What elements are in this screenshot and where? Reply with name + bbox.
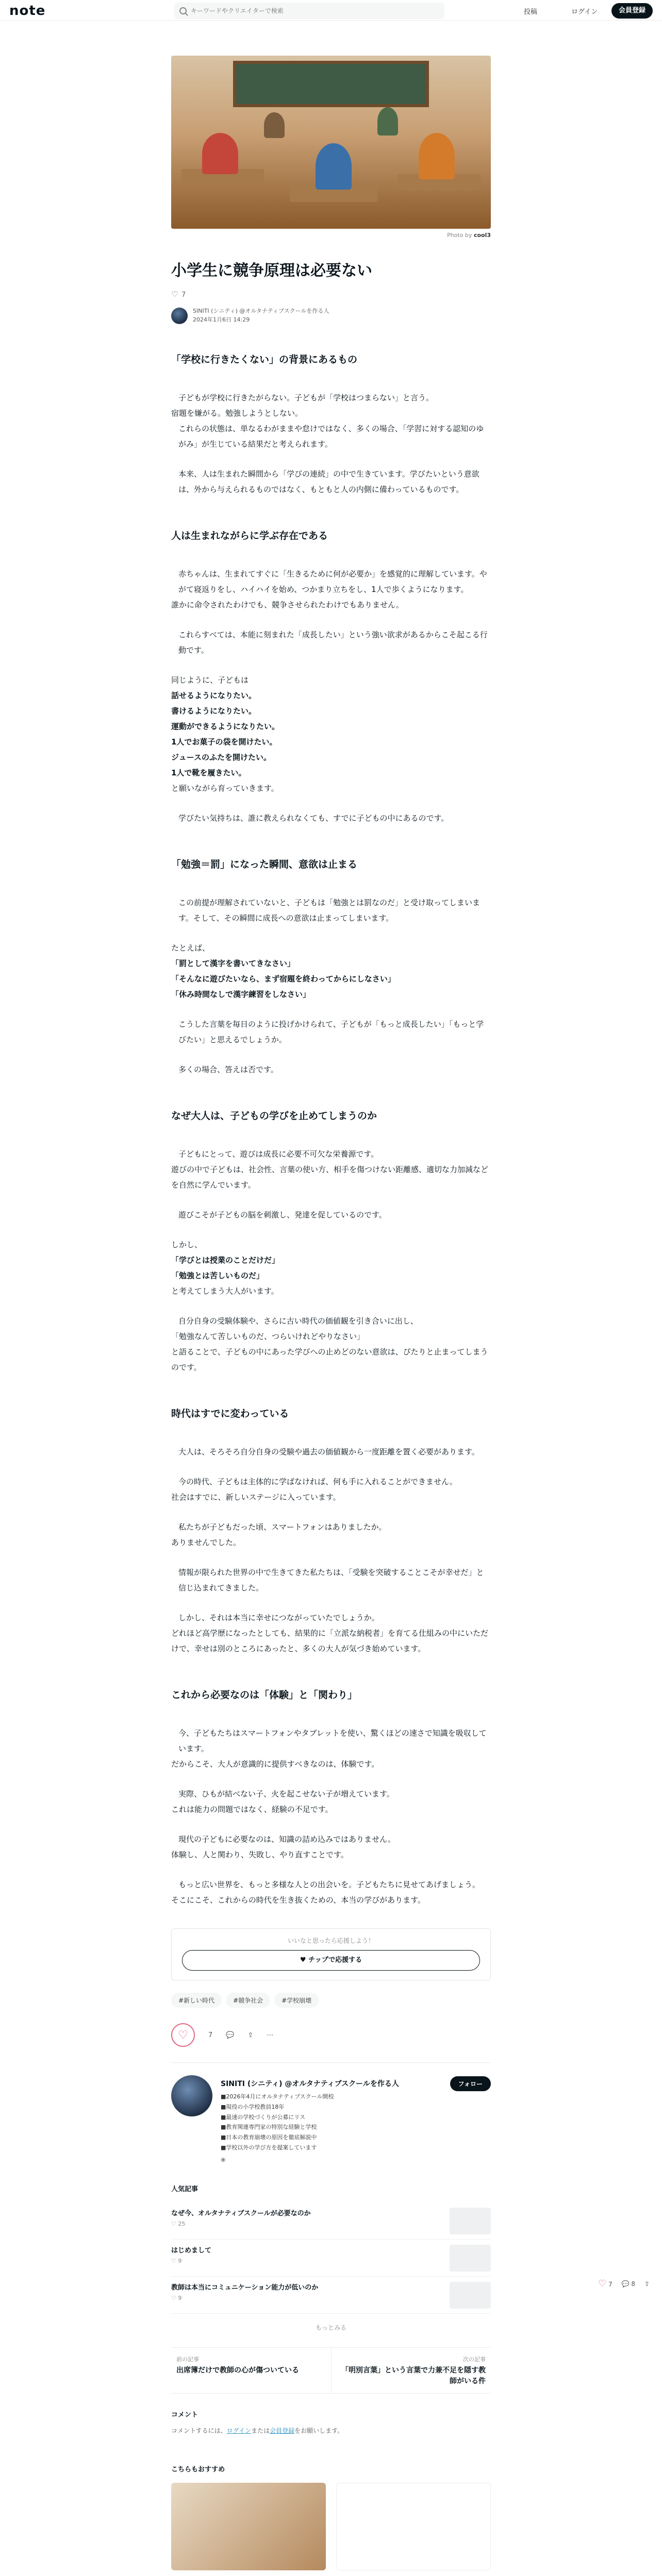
article-body bbox=[171, 350, 491, 1908]
recommended-section bbox=[171, 2464, 491, 2576]
paragraph: そこにこそ、これからの時代を生き抜くための、本当の学びがあります。 bbox=[171, 1895, 425, 1905]
list-item: 1人でお菓子の袋を開けたい。 bbox=[171, 737, 277, 747]
quote-line: 「勉強とは苦しいものだ」 bbox=[171, 1271, 264, 1280]
paragraph: 遊びこそが子どもの脳を刺激し、発達を促しているのです。 bbox=[178, 1210, 387, 1219]
thumbnail bbox=[450, 2245, 491, 2272]
tag-chip[interactable]: #新しい時代 bbox=[171, 1993, 222, 2008]
paragraph: たとえば、 bbox=[171, 943, 210, 953]
section-heading: なぜ大人は、子どもの学びを止めてしまうのか bbox=[171, 1110, 377, 1122]
tag-chip[interactable]: #競争社会 bbox=[226, 1993, 270, 2008]
support-lead: いいなと思ったら応援しよう！ bbox=[287, 1937, 374, 1944]
support-box bbox=[171, 1928, 491, 1980]
section-title: コメント bbox=[171, 2411, 198, 2419]
paragraph: と語ることで、子どもの中にあった学びへの止めどのない意欲は、ぴたりと止まってしまうのです。 bbox=[171, 1347, 488, 1372]
hero-image bbox=[171, 56, 491, 229]
login-link[interactable]: ログイン bbox=[571, 8, 598, 16]
section-title: こちらもおすすめ bbox=[171, 2465, 225, 2473]
list-item: 書けるようになりたい。 bbox=[171, 706, 257, 716]
list-item[interactable]: はじめまして ♡ 9 bbox=[171, 2240, 491, 2277]
article-content bbox=[171, 56, 491, 2576]
post-date: 2024年1月6日 14:29 bbox=[193, 316, 250, 323]
paragraph: と願いながら育っていきます。 bbox=[171, 784, 279, 793]
quote-line: 「学びとは授業のことだけだ」 bbox=[171, 1256, 280, 1265]
search-input[interactable] bbox=[191, 7, 438, 14]
like-button[interactable]: ♡ bbox=[171, 2023, 195, 2047]
post-link[interactable]: 投稿 bbox=[524, 8, 538, 16]
like-count: 7 bbox=[181, 291, 186, 299]
section-heading: 人は生まれながらに学ぶ存在である bbox=[171, 530, 328, 541]
list-item[interactable]: なぜ今、オルタナティブスクールが必要なのか ♡ 25 bbox=[171, 2202, 491, 2240]
comments-section bbox=[171, 2409, 491, 2435]
search-icon bbox=[179, 7, 187, 14]
creator-name[interactable]: SINITI (シニティ) @オルタナティブスクールを作る人 bbox=[221, 2080, 399, 2088]
paragraph: 赤ちゃんは、生まれてすぐに「生きるために何が必要か」を感覚的に理解しています。やがて寝返りをし、ハイハイを始め、つかまり立ちをし、1人で歩くようになります。 bbox=[178, 569, 487, 594]
paragraph: こうした言葉を毎日のように投げかけられて、子どもが「もっと成長したい」「もっと学びたい」と思えるでしょうか。 bbox=[178, 1020, 484, 1044]
like-summary[interactable] bbox=[171, 291, 491, 299]
search-box[interactable] bbox=[174, 3, 444, 19]
rss-icon[interactable]: ◉ bbox=[221, 2156, 226, 2163]
tip-button[interactable]: ♥ チップで応援する bbox=[182, 1950, 480, 1971]
list-item: ジュースのふたを開けたい。 bbox=[171, 753, 271, 762]
paragraph: 大人は、そろそろ自分自身の受験や過去の価値観から一度距離を置く必要があります。 bbox=[178, 1447, 479, 1456]
paragraph: 実際、ひもが結べない子、火を起こせない子が増えています。 bbox=[178, 1789, 394, 1799]
paragraph: これは能力の問題ではなく、経験の不足です。 bbox=[171, 1805, 333, 1814]
list-item: 話せるようになりたい。 bbox=[171, 691, 257, 700]
paragraph: 自分自身の受験体験や、さらに古い時代の価値観を引き合いに出し、 bbox=[178, 1316, 418, 1326]
avatar[interactable] bbox=[171, 308, 188, 324]
list-item[interactable]: 教師は本当にコミュニケーション能力が低いのか ♡ 9 bbox=[171, 2277, 491, 2314]
paragraph: 誰かに命令されたわけでも、競争させられたわけでもありません。 bbox=[171, 600, 404, 609]
paragraph: この前提が理解されていないと、子どもは「勉強とは罰なのだ」と受け取ってしまいます。そして、その瞬間に成長への意欲は止まってしまいます。 bbox=[178, 898, 481, 923]
site-header bbox=[0, 0, 662, 21]
paragraph: 今、子どもたちはスマートフォンやタブレットを使い、驚くほどの速さで知識を吸収しています。 bbox=[178, 1728, 487, 1753]
paragraph: しかし、それは本当に幸せにつながっていたでしょうか。 bbox=[178, 1613, 379, 1622]
section-title: 人気記事 bbox=[171, 2185, 198, 2193]
article-title: 小学生に競争原理は必要ない bbox=[171, 262, 372, 280]
quote-line: 「罰として漢字を書いてきなさい」 bbox=[171, 959, 295, 968]
tag-chip[interactable]: #学校崩壊 bbox=[274, 1993, 319, 2008]
like-button[interactable]: ♡ 7 bbox=[598, 2278, 613, 2289]
article-pager bbox=[171, 2347, 491, 2394]
paragraph: 現代の子どもに必要なのは、知識の詰め込みではありません。 bbox=[178, 1835, 395, 1844]
section-heading: 時代はすでに変わっている bbox=[171, 1408, 289, 1419]
paragraph: 宿題を嫌がる。勉強しようとしない。 bbox=[171, 409, 303, 418]
creator-card bbox=[171, 2062, 491, 2163]
section-heading: 「学校に行きたくない」の背景にあるもの bbox=[171, 354, 358, 365]
paragraph: 遊びの中で子どもは、社会性、言葉の使い方、相手を傷つけない距離感、適切な力加減などを自然に学んでいます。 bbox=[171, 1165, 489, 1190]
paragraph: これらの状態は、単なるわがままや怠けではなく、多くの場合、「学習に対する認知のゆがみ」が生じている結果だと考えられます。 bbox=[178, 424, 484, 449]
paragraph: 体験し、人と関わり、失敗し、やり直すことです。 bbox=[171, 1850, 349, 1859]
credit-link[interactable]: cool3 bbox=[473, 232, 491, 239]
next-article-link[interactable]: 次の記事 「明別言葉」という言葉で力兼不足を隠す教師がいる件 bbox=[331, 2348, 491, 2393]
comment-note: コメントするには、ログインまたは会員登録をお願いします。 bbox=[171, 2427, 344, 2434]
thumbnail bbox=[450, 2208, 491, 2234]
paragraph: 情報が限られた世界の中で生きてきた私たちは、「受験を突破することこそが幸せだ」と信じ込まれてきました。 bbox=[178, 1568, 484, 1592]
paragraph: 子どもが学校に行きたがらない。子どもが「学校はつまらない」と言う。 bbox=[178, 393, 434, 402]
comment-button[interactable]: 💬 8 bbox=[621, 2280, 636, 2287]
paragraph: 私たちが子どもだった頃、スマートフォンはありましたか。 bbox=[178, 1522, 387, 1532]
paragraph: もっと広い世界を、もっと多様な人との出会いを。子どもたちに見せてあげましょう。 bbox=[178, 1880, 481, 1889]
share-icon[interactable]: ⇪ bbox=[644, 2280, 650, 2287]
paragraph: 社会はすでに、新しいステージに入っています。 bbox=[171, 1493, 341, 1502]
like-count: 7 bbox=[208, 2031, 213, 2039]
floating-actions bbox=[598, 2278, 650, 2289]
paragraph: しかし、 bbox=[171, 1240, 203, 1249]
paragraph: 「勉強なんて苦しいものだ、つらいけれどやりなさい」 bbox=[171, 1332, 365, 1341]
paragraph: 今の時代、子どもは主体的に学ばなければ、何も手に入れることができません。 bbox=[178, 1477, 457, 1486]
section-heading: 「勉強＝罰」になった瞬間、意欲は止まる bbox=[171, 859, 358, 870]
author-block[interactable] bbox=[171, 307, 491, 324]
thumbnail bbox=[336, 2483, 491, 2570]
login-link[interactable]: ログイン bbox=[226, 2427, 252, 2434]
section-heading: これから必要なのは「体験」と「関わり」 bbox=[171, 1689, 358, 1701]
paragraph: だからこそ、大人が意識的に提供すべきなのは、体験です。 bbox=[171, 1759, 379, 1769]
paragraph: ありませんでした。 bbox=[171, 1538, 241, 1547]
list-item: 運動ができるようになりたい。 bbox=[171, 722, 280, 731]
paragraph: どれほど高学歴になったとしても、結果的に「立派な納税者」を育てる仕組みの中にいただけで、幸せは別のところにあったと、多くの大人が気づき始めています。 bbox=[171, 1629, 489, 1653]
recommended-card[interactable] bbox=[336, 2483, 491, 2576]
action-bar bbox=[171, 2023, 491, 2047]
share-icon[interactable]: ⇪ bbox=[247, 2031, 254, 2039]
thumbnail bbox=[171, 2483, 326, 2570]
photo-credit: Photo by cool3 bbox=[447, 232, 491, 239]
paragraph: 本来、人は生まれた瞬間から「学びの連続」の中で生きています。学びたいという意欲は、外から与えられるものではなく、もともと人の内側に備わっているものです。 bbox=[178, 469, 479, 494]
popular-articles bbox=[171, 2183, 491, 2332]
thumbnail bbox=[450, 2282, 491, 2309]
prev-article-link[interactable]: 前の記事 出席簿だけで教師の心が傷ついている bbox=[176, 2355, 299, 2375]
more-icon[interactable]: ⋯ bbox=[267, 2031, 274, 2039]
comment-icon[interactable]: 💬 bbox=[226, 2031, 235, 2039]
more-link[interactable]: もっとみる bbox=[315, 2324, 346, 2331]
paragraph: 同じように、子どもは bbox=[171, 675, 249, 685]
heart-icon bbox=[171, 292, 178, 299]
tag-list bbox=[171, 1993, 491, 2008]
author-name[interactable]: SINITI (シニティ) @オルタナティブスクールを作る人 bbox=[193, 308, 329, 314]
quote-line: 「休み時間なしで漢字練習をしなさい」 bbox=[171, 990, 311, 999]
signup-button[interactable]: 会員登録 bbox=[611, 3, 653, 19]
paragraph: 子どもにとって、遊びは成長に必要不可欠な栄養源です。 bbox=[178, 1149, 379, 1159]
paragraph: と考えてしまう大人がいます。 bbox=[171, 1286, 279, 1296]
paragraph: これらすべては、本能に刻まれた「成長したい」という強い欲求があるからこそ起こる行動です。 bbox=[178, 630, 488, 655]
recommended-card[interactable] bbox=[171, 2483, 326, 2576]
note-logo[interactable]: note bbox=[9, 3, 46, 19]
quote-line: 「そんなに遊びたいなら、まず宿題を終わってからにしなさい」 bbox=[171, 974, 395, 984]
paragraph: 学びたい気持ちは、誰に教えられなくても、すでに子どもの中にあるのです。 bbox=[178, 814, 449, 823]
list-item: 1人で靴を履きたい。 bbox=[171, 768, 246, 777]
follow-button[interactable]: フォロー bbox=[450, 2076, 491, 2091]
paragraph: 多くの場合、答えは否です。 bbox=[178, 1065, 278, 1074]
gift-icon: ♥ bbox=[300, 1956, 309, 1964]
avatar[interactable] bbox=[171, 2075, 212, 2116]
creator-bio: ■2026年4月にオルタナティブスクール開校 ■現役の小学校教員18年 ■最速の学校づくりが公募にリス ■教育関連専門家の特別な経験と学校 ■日本の教育崩壊の原因を徹底解説中 ■学校以外の学び方を提案しています bbox=[221, 2093, 334, 2151]
signup-link[interactable]: 会員登録 bbox=[270, 2427, 295, 2434]
